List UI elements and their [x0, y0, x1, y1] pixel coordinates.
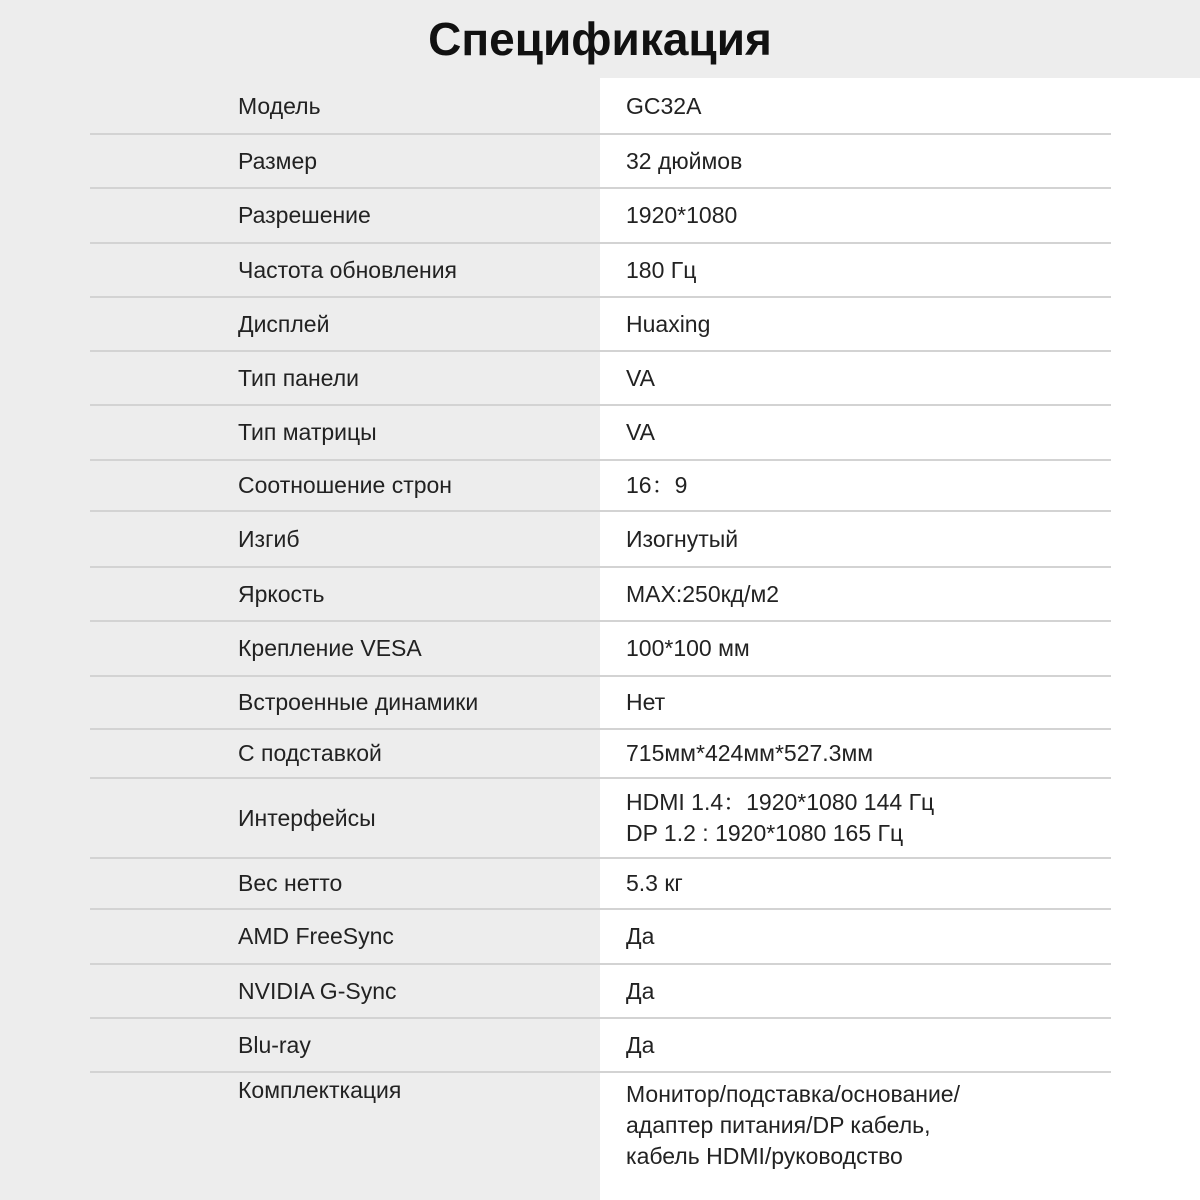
spec-label: Разрешение	[238, 202, 371, 228]
spec-row-curvature	[90, 512, 1111, 568]
spec-label: NVIDIA G-Sync	[238, 977, 397, 1004]
spec-row-net-weight	[90, 859, 1111, 910]
spec-table	[90, 80, 1111, 1183]
spec-label: Соотношение строн	[238, 472, 453, 498]
spec-value: 32 дюймов	[626, 147, 743, 174]
spec-label: Тип матрицы	[238, 419, 377, 445]
spec-value: Монитор/подставка/основание/ адаптер питания/DP кабель, кабель HDMI/руководство	[626, 1081, 960, 1169]
spec-value: HDMI 1.4：1920*1080 144 Гц DP 1.2 : 1920*1080 165 Гц	[626, 789, 935, 846]
spec-value: 180 Гц	[626, 256, 697, 283]
spec-row-display	[90, 298, 1111, 352]
spec-label: Яркость	[238, 580, 325, 607]
spec-row-panel-type	[90, 352, 1111, 406]
spec-value: VA	[626, 364, 655, 391]
page-title: Спецификация	[428, 13, 772, 65]
spec-label: С подставкой	[238, 740, 382, 766]
spec-label: Размер	[238, 147, 318, 174]
spec-label: Частота обновления	[238, 256, 458, 283]
spec-row-interfaces	[90, 779, 1111, 859]
spec-label: Крепление VESA	[238, 635, 422, 661]
spec-value: 16：9	[626, 472, 688, 498]
spec-value: VA	[626, 419, 655, 445]
spec-row-vesa-mount	[90, 622, 1111, 677]
spec-label: Вес нетто	[238, 870, 343, 896]
spec-row-package-contents	[90, 1073, 1111, 1183]
spec-label: Встроенные динамики	[238, 689, 479, 715]
spec-label: Дисплей	[238, 310, 330, 337]
spec-value: Да	[626, 1031, 655, 1058]
spec-value: 715мм*424мм*527.3мм	[626, 740, 874, 766]
spec-row-blu-ray	[90, 1019, 1111, 1073]
spec-value: Да	[626, 923, 655, 949]
spec-label: Blu-ray	[238, 1031, 311, 1058]
spec-label: Тип панели	[238, 364, 359, 391]
spec-value: Изогнутый	[626, 525, 739, 552]
spec-row-resolution	[90, 189, 1111, 244]
spec-value: GC32A	[626, 93, 702, 119]
spec-label: Изгиб	[238, 525, 300, 552]
spec-value: Нет	[626, 689, 666, 715]
spec-row-brightness	[90, 568, 1111, 622]
spec-value: Да	[626, 977, 655, 1004]
spec-value: 100*100 мм	[626, 635, 750, 661]
spec-value: 5.3 кг	[626, 870, 683, 896]
spec-value: Huaxing	[626, 310, 711, 337]
spec-row-with-stand	[90, 730, 1111, 779]
spec-label: Модель	[238, 93, 321, 119]
spec-label: Комплекткация	[238, 1077, 402, 1103]
spec-row-amd-freesync	[90, 910, 1111, 965]
spec-label: Интерфейсы	[238, 804, 376, 831]
spec-label: AMD FreeSync	[238, 923, 394, 949]
spec-row-refresh-rate	[90, 244, 1111, 298]
spec-row-size	[90, 135, 1111, 189]
spec-value: 1920*1080	[626, 202, 738, 228]
spec-row-model	[90, 80, 1111, 135]
spec-row-aspect-ratio	[90, 461, 1111, 512]
spec-row-matrix-type	[90, 406, 1111, 461]
spec-row-nvidia-gsync	[90, 965, 1111, 1019]
spec-row-speakers	[90, 677, 1111, 730]
spec-value: MAX:250кд/м2	[626, 580, 780, 607]
